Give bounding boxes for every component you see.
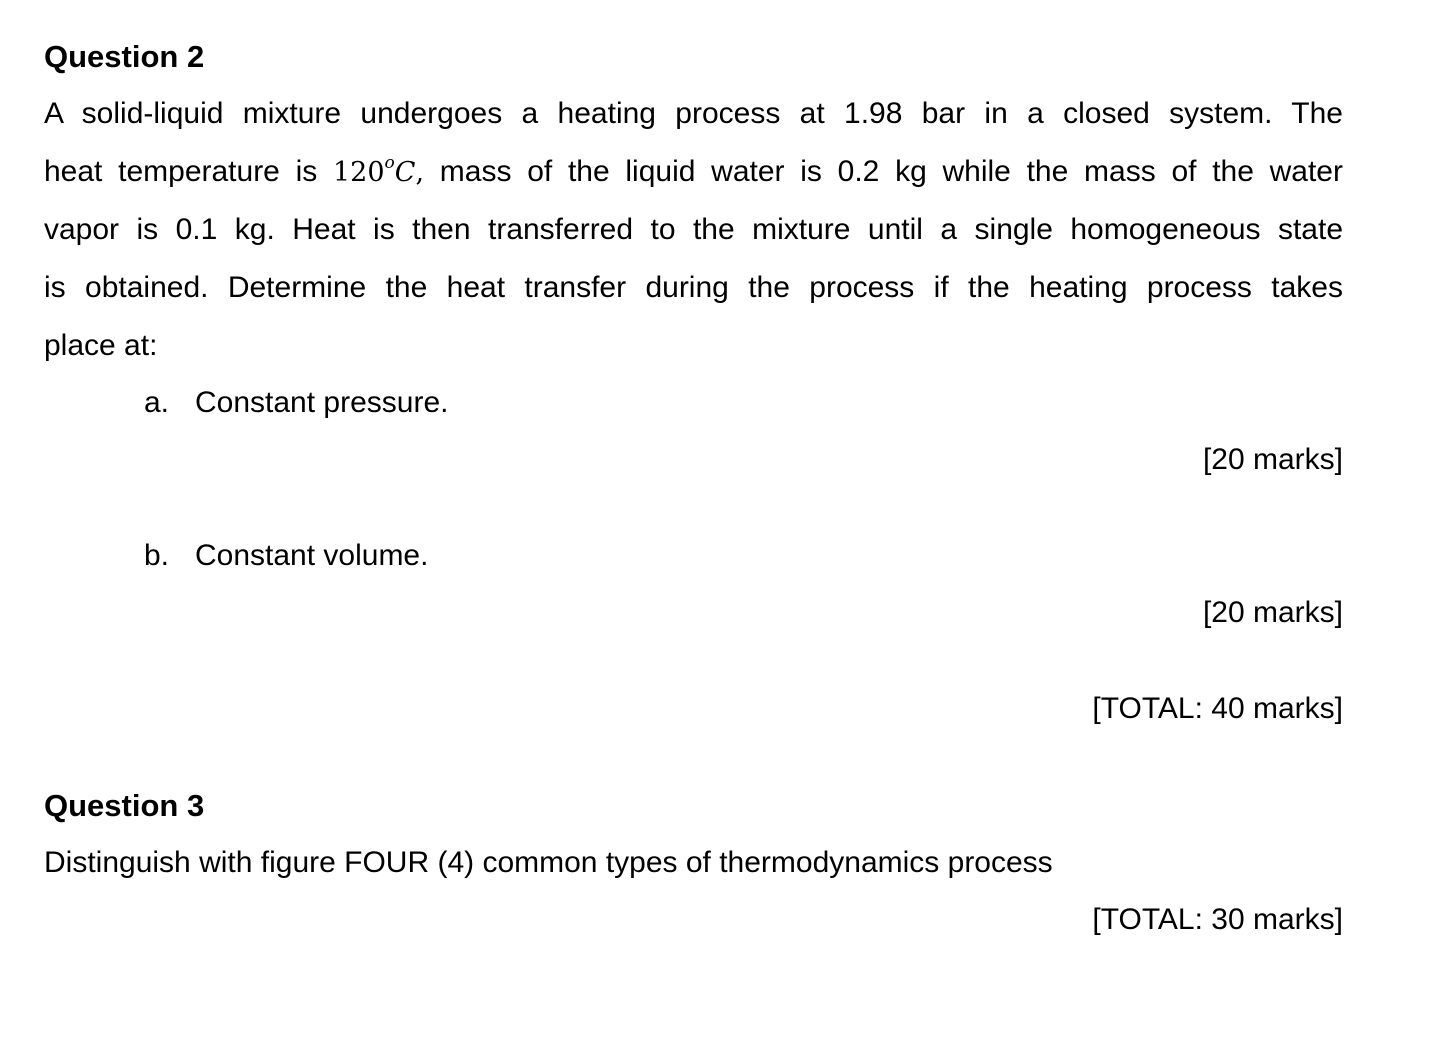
- part-b: [144, 538, 428, 574]
- part-a-text: Constant pressure.: [195, 386, 449, 419]
- question-3-total: [TOTAL: 30 marks]: [1092, 903, 1343, 936]
- line-2-text-before: heat temperature is: [44, 155, 333, 188]
- question-2-line-4: is obtained. Determine the heat transfer during the process if the heating process takes: [44, 271, 1343, 304]
- question-2-body: [44, 85, 1343, 375]
- question-3-heading: Question 3: [44, 788, 205, 823]
- part-b-marks: [20 marks]: [1202, 596, 1343, 629]
- part-a-marks: [20 marks]: [1202, 443, 1343, 476]
- temperature-number: 120: [333, 157, 385, 188]
- question-2-total: [TOTAL: 40 marks]: [1092, 692, 1343, 725]
- part-a-marker: a.: [144, 386, 170, 419]
- part-a: [144, 385, 448, 421]
- part-b-text: Constant volume.: [195, 539, 429, 572]
- question-3-text: Distinguish with figure FOUR (4) common types of thermodynamics process: [44, 846, 1053, 879]
- question-2-line-5: place at:: [44, 329, 158, 362]
- temperature-unit: C: [394, 157, 416, 188]
- question-2-line-2: [44, 143, 1343, 201]
- question-2-heading: Question 2: [44, 39, 205, 74]
- part-b-marker: b.: [144, 539, 170, 572]
- question-2-line-3: vapor is 0.1 kg. Heat is then transferred to the mixture until a single homogeneous state: [44, 213, 1343, 246]
- temperature-formula: [333, 153, 425, 188]
- line-2-text-after: mass of the liquid water is 0.2 kg while the mass of the water: [424, 155, 1343, 188]
- question-2-line-1: A solid-liquid mixture undergoes a heating process at 1.98 bar in a closed system. The: [44, 97, 1343, 130]
- degree-superscript: o: [384, 153, 395, 173]
- formula-comma: ,: [415, 157, 425, 188]
